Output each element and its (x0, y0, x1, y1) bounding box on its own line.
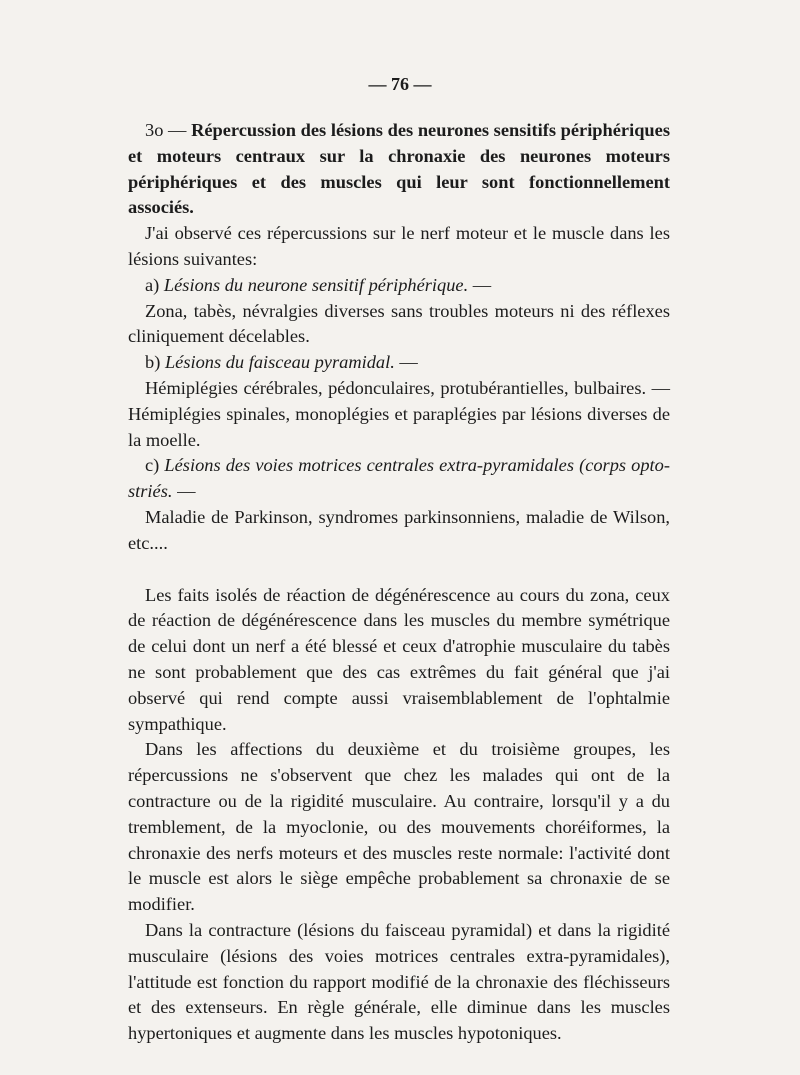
intro-paragraph: J'ai observé ces répercussions sur le nerf moteur et le muscle dans les lésions suivantes: (128, 223, 670, 269)
item-c-label: c) (145, 455, 160, 476)
item-b-label: b) (145, 352, 161, 373)
item-c-text: Maladie de Parkinson, syndromes parkinsonniens, maladie de Wilson, etc.... (128, 506, 670, 553)
body-paragraph-3: Dans la contracture (lésions du faisceau pyramidal) et dans la rigidité musculaire (lésions des voies motrices centrales extra-pyramidales), l'attitude est fonction du rapport modifié de la chronaxie des fléchisseurs et des extenseurs. En règle générale, elle diminue dans les muscles hypertoniques et augmente dans les muscles hypotoniques. (128, 919, 670, 1044)
body-paragraph-1: Les faits isolés de réaction de dégénérescence au cours du zona, ceux de réaction de dégénérescence dans les muscles du membre symétrique de celui dont un nerf a été blessé et ceux d'atrophie musculaire du tabès ne sont probablement que des cas extrêmes du fait général que j'ai observé qui rend compte aussi vraisemblablement de l'ophtalmie sympathique. (128, 584, 670, 734)
item-c-heading (128, 453, 670, 505)
item-a-title: Lésions du neurone sensitif périphérique. (163, 274, 469, 295)
section-heading (128, 118, 670, 221)
item-a-label: a) (145, 274, 160, 295)
page-body (128, 118, 670, 1047)
item-a-heading (128, 273, 670, 299)
item-b-heading (128, 350, 670, 376)
section-title: Répercussion des lésions des neurones sensitifs périphériques et moteurs centraux sur la chronaxie des neurones moteurs périphériques et des muscles qui leur sont fonctionnellement associés. (128, 120, 670, 218)
item-b-dash: — (399, 352, 418, 373)
item-b-title: Lésions du faisceau pyramidal. (164, 352, 395, 373)
item-a-dash: — (472, 274, 492, 295)
section-spacer (128, 557, 670, 583)
item-b-text: Hémiplégies cérébrales, pédonculaires, protubérantielles, bulbaires. — Hémiplégies spinales, monoplégies et paraplégies par lésions diverses de la moelle. (128, 377, 670, 450)
item-a-text: Zona, tabès, névralgies diverses sans troubles moteurs ni des réflexes cliniquement décelables. (128, 300, 670, 347)
section-number: 3o — (145, 120, 187, 140)
item-c-dash: — (177, 481, 196, 502)
item-c-title: Lésions des voies motrices centrales extra-pyramidales (corps opto-striés. (128, 455, 670, 502)
body-paragraph-2: Dans les affections du deuxième et du troisième groupes, les répercussions ne s'observent que chez les malades qui ont de la contracture ou de la rigidité musculaire. Au contraire, lorsqu'il y a du tremblement, de la myoclonie, ou des mouvements choréiformes, la chronaxie des nerfs moteurs et des muscles reste normale: l'activité dont le muscle est alors le siège empêche probablement sa chronaxie de se modifier. (128, 739, 670, 915)
page-number: — 76 — (368, 74, 432, 94)
